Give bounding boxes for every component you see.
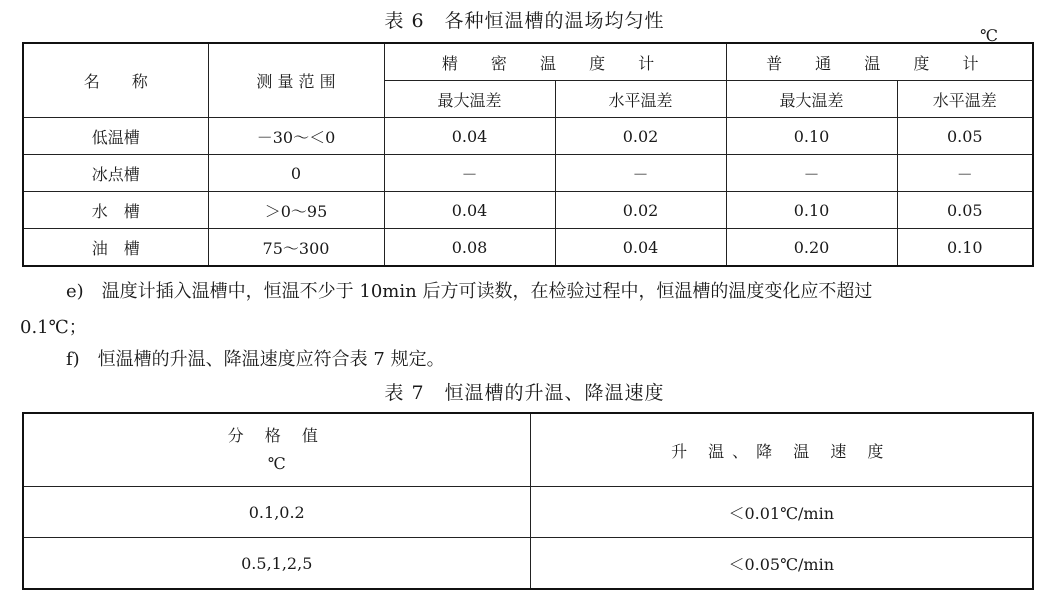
table-row xyxy=(23,192,1033,229)
table6 xyxy=(22,42,1034,267)
paragraph-f: f) 恒温槽的升温、降温速度应符合表 7 规定。 xyxy=(66,349,445,370)
cell-value: 0.02 xyxy=(555,118,726,155)
table6-unit: ℃ xyxy=(980,26,998,45)
table6-caption: 表 6 各种恒温槽的温场均匀性 xyxy=(384,10,665,32)
cell-name: 低温槽 xyxy=(23,118,208,155)
cell-range: ＞0～95 xyxy=(208,192,384,229)
cell-value: － xyxy=(726,155,897,192)
cell-value: － xyxy=(384,155,555,192)
table7-header-row xyxy=(23,413,1033,487)
cell-value: 0.05 xyxy=(897,118,1033,155)
table7-caption: 表 7 恒温槽的升温、降温速度 xyxy=(384,382,665,404)
cell-value: 0.08 xyxy=(384,229,555,267)
header-normal-horiz-diff: 水平温差 xyxy=(897,81,1033,118)
table-row xyxy=(23,229,1033,267)
cell-value: 0.10 xyxy=(726,192,897,229)
cell-value: 0.05 xyxy=(897,192,1033,229)
table-row xyxy=(23,538,1033,590)
cell-division: 0.5,1,2,5 xyxy=(23,538,530,590)
header-name: 名 称 xyxy=(23,43,208,118)
header-precision-max-diff: 最大温差 xyxy=(384,81,555,118)
cell-range: 0 xyxy=(208,155,384,192)
cell-value: 0.04 xyxy=(384,118,555,155)
cell-value: 0.04 xyxy=(384,192,555,229)
table7 xyxy=(22,412,1034,590)
cell-value: － xyxy=(897,155,1033,192)
paragraph-e-line2: 0.1℃； xyxy=(20,317,87,338)
header-division-label: 分 格 值 xyxy=(227,426,326,445)
header-precision-thermometer: 精 密 温 度 计 xyxy=(384,43,726,81)
cell-value: 0.20 xyxy=(726,229,897,267)
header-range: 测 量 范 围 xyxy=(208,43,384,118)
cell-name: 油 槽 xyxy=(23,229,208,267)
cell-range: －30～＜0 xyxy=(208,118,384,155)
cell-name: 水 槽 xyxy=(23,192,208,229)
header-division-unit: ℃ xyxy=(267,454,286,473)
cell-speed: ＜0.05℃/min xyxy=(530,538,1033,590)
cell-range: 75～300 xyxy=(208,229,384,267)
cell-speed: ＜0.01℃/min xyxy=(530,487,1033,538)
header-normal-max-diff: 最大温差 xyxy=(726,81,897,118)
table-row xyxy=(23,118,1033,155)
header-division-value xyxy=(23,413,530,487)
cell-division: 0.1,0.2 xyxy=(23,487,530,538)
cell-value: 0.02 xyxy=(555,192,726,229)
cell-name: 冰点槽 xyxy=(23,155,208,192)
header-precision-horiz-diff: 水平温差 xyxy=(555,81,726,118)
cell-value: 0.10 xyxy=(897,229,1033,267)
header-speed: 升 温、降 温 速 度 xyxy=(530,413,1033,487)
paragraph-e-line1: e) 温度计插入温槽中，恒温不少于 10min 后方可读数，在检验过程中，恒温槽的温度变化应不超过 xyxy=(66,281,873,302)
cell-value: 0.04 xyxy=(555,229,726,267)
table-row xyxy=(23,487,1033,538)
cell-value: － xyxy=(555,155,726,192)
cell-value: 0.10 xyxy=(726,118,897,155)
table6-header-row xyxy=(23,43,1033,81)
table-row xyxy=(23,155,1033,192)
header-normal-thermometer: 普 通 温 度 计 xyxy=(726,43,1033,81)
